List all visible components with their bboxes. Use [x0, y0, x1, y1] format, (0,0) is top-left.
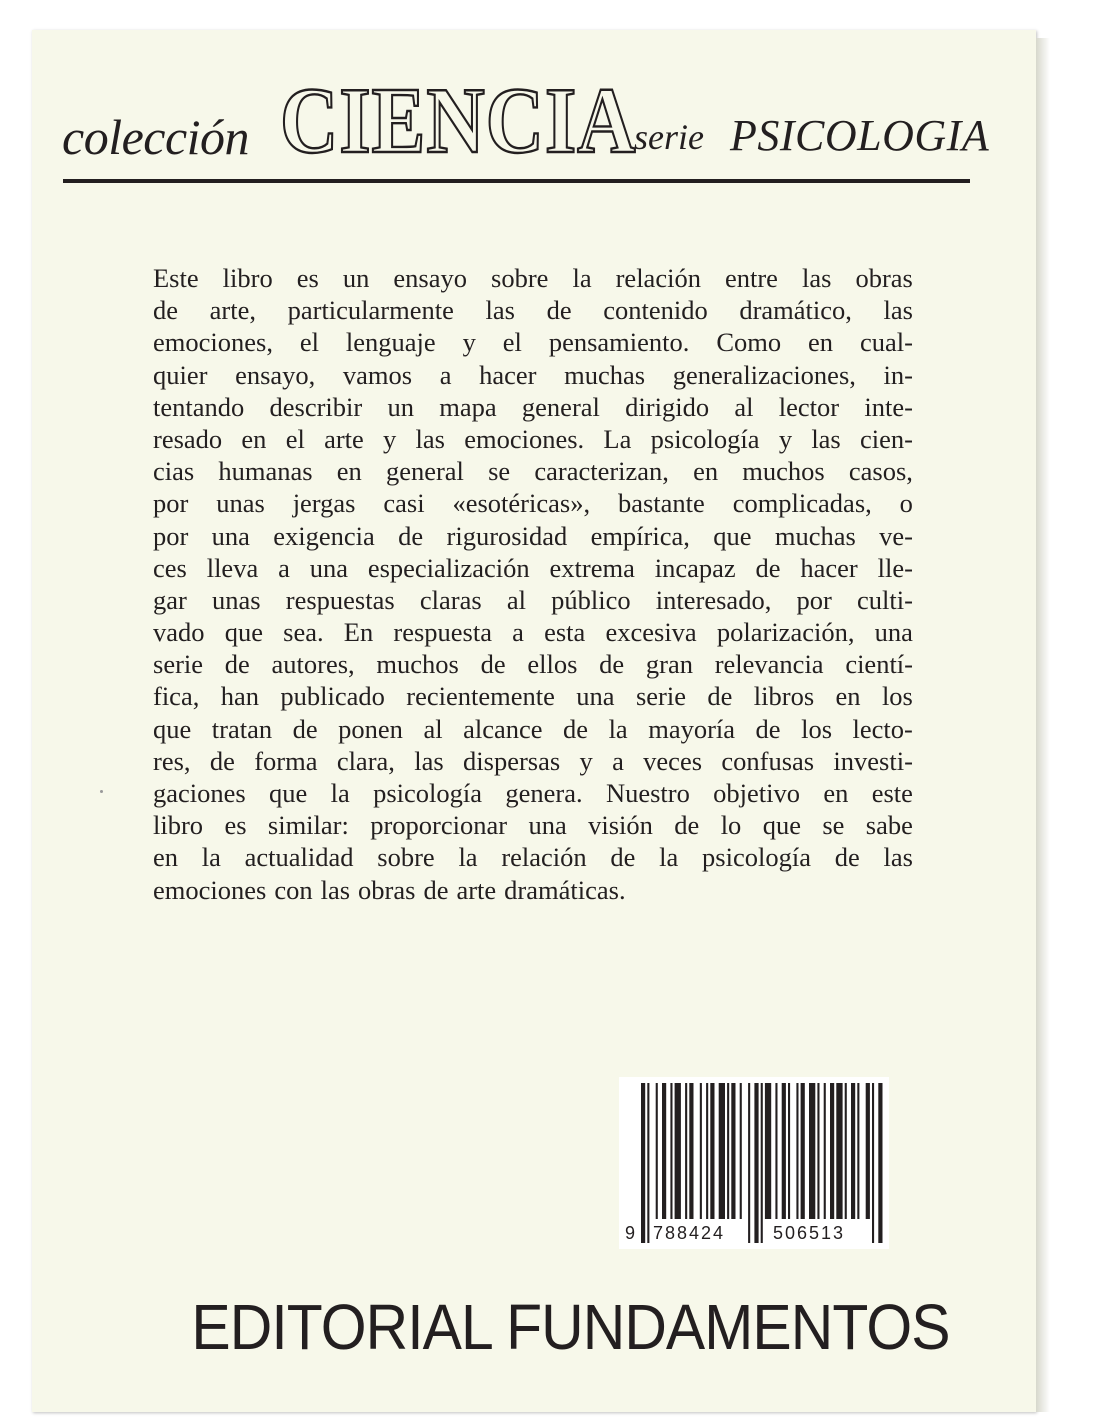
psicologia-label: PSICOLOGIA: [730, 111, 990, 160]
barcode-bar: [845, 1083, 847, 1219]
blurb-line: res, de forma clara, las dispersas y a veces confusas investi-: [153, 745, 913, 776]
barcode-bar: [824, 1083, 826, 1219]
serie-label: serie: [634, 117, 704, 157]
barcode-bar: [719, 1083, 725, 1219]
barcode-bar: [656, 1083, 658, 1219]
blurb-line: por una exigencia de rigurosidad empírica, que muchas ve-: [153, 520, 913, 551]
barcode-bar: [727, 1083, 729, 1219]
barcode-bar: [641, 1083, 645, 1243]
barcode-bar: [796, 1083, 798, 1219]
barcode-bar: [740, 1083, 742, 1219]
barcode-bar: [662, 1083, 666, 1219]
barcode-graphic: [619, 1077, 889, 1249]
barcode-bar: [878, 1083, 882, 1243]
blurb-line: que tratan de ponen al alcance de la mayoría de los lecto-: [153, 713, 913, 744]
blurb-line: quier ensayo, vamos a hacer muchas generalizaciones, in-: [153, 359, 913, 390]
blurb-line: cias humanas en general se caracterizan, en muchos casos,: [153, 456, 913, 487]
isbn-barcode: [619, 1077, 889, 1249]
barcode-bar: [817, 1083, 819, 1219]
blurb-line: libro es similar: proporcionar una visión de lo que se sabe: [153, 810, 913, 841]
barcode-bar: [754, 1083, 758, 1243]
blurb-line: fica, han publicado recientemente una serie de libros en los: [153, 681, 913, 712]
blurb-line: Este libro es un ensayo sobre la relación entre las obras: [153, 263, 913, 293]
series-header: [60, 69, 990, 173]
barcode-bar: [801, 1083, 805, 1219]
blurb-line: por unas jergas casi «esotéricas», bastante complicadas, o: [153, 488, 913, 519]
blurb-line: serie de autores, muchos de ellos de gran relevancia cientí-: [153, 649, 913, 680]
blurb-line: de arte, particularmente las de contenido dramático, las: [153, 295, 913, 326]
barcode-bar: [706, 1083, 708, 1219]
publisher-name: EDITORIAL FUNDAMENTOS: [191, 1291, 950, 1363]
barcode-bar: [685, 1083, 687, 1219]
barcode-bar: [765, 1083, 771, 1219]
blurb-line: emociones con las obras de arte dramáticas.: [153, 874, 626, 905]
barcode-bar: [670, 1083, 672, 1219]
barcode-bar: [748, 1083, 750, 1243]
blurb-line: emociones, el lenguaje y el pensamiento. Como en cual-: [153, 327, 913, 358]
blurb-line: en la actualidad sobre la relación de la psicología de las: [153, 842, 913, 873]
blurb-line: ces lleva a una especialización extrema incapaz de hacer lle-: [153, 552, 913, 583]
blurb-line: gar unas respuestas claras al público interesado, por culti-: [153, 584, 913, 615]
barcode-bar: [836, 1083, 842, 1219]
blurb-text: [153, 262, 913, 906]
barcode-bar: [761, 1083, 763, 1243]
barcode-bar: [689, 1083, 693, 1219]
barcode-bar: [788, 1083, 790, 1219]
blurb-line: tentando describir un mapa general dirigido al lector inte-: [153, 391, 913, 422]
blurb-line: vado que sea. En respuesta a esta excesiva polarización, una: [153, 617, 913, 648]
ciencia-title: CIENCIA: [280, 69, 637, 173]
barcode-bar: [851, 1083, 855, 1219]
barcode-bar: [647, 1083, 649, 1243]
barcode-bar: [809, 1083, 815, 1219]
barcode-bar: [872, 1083, 874, 1243]
coleccion-label: colección: [62, 109, 250, 165]
barcode-bar: [700, 1083, 702, 1219]
barcode-digit-lead: 9: [625, 1223, 636, 1243]
barcode-digits-left: 788424: [652, 1223, 726, 1243]
barcode-bar: [675, 1083, 681, 1219]
blurb-line: resado en el arte y las emociones. La psicología y las cien-: [153, 423, 913, 454]
barcode-bar: [710, 1083, 714, 1219]
barcode-bar: [830, 1083, 834, 1219]
barcode-bar: [857, 1083, 859, 1219]
barcode-bar: [782, 1083, 786, 1219]
blurb-line: gaciones que la psicología genera. Nuestro objetivo en este: [153, 778, 913, 808]
barcode-bar: [731, 1083, 735, 1219]
barcode-digits-right: 506513: [772, 1223, 846, 1243]
print-speck: [100, 790, 103, 793]
barcode-bar: [775, 1083, 777, 1219]
barcode-bar: [866, 1083, 870, 1219]
cover-edge-shadow: [1036, 38, 1050, 1412]
header-rule: [63, 179, 970, 183]
